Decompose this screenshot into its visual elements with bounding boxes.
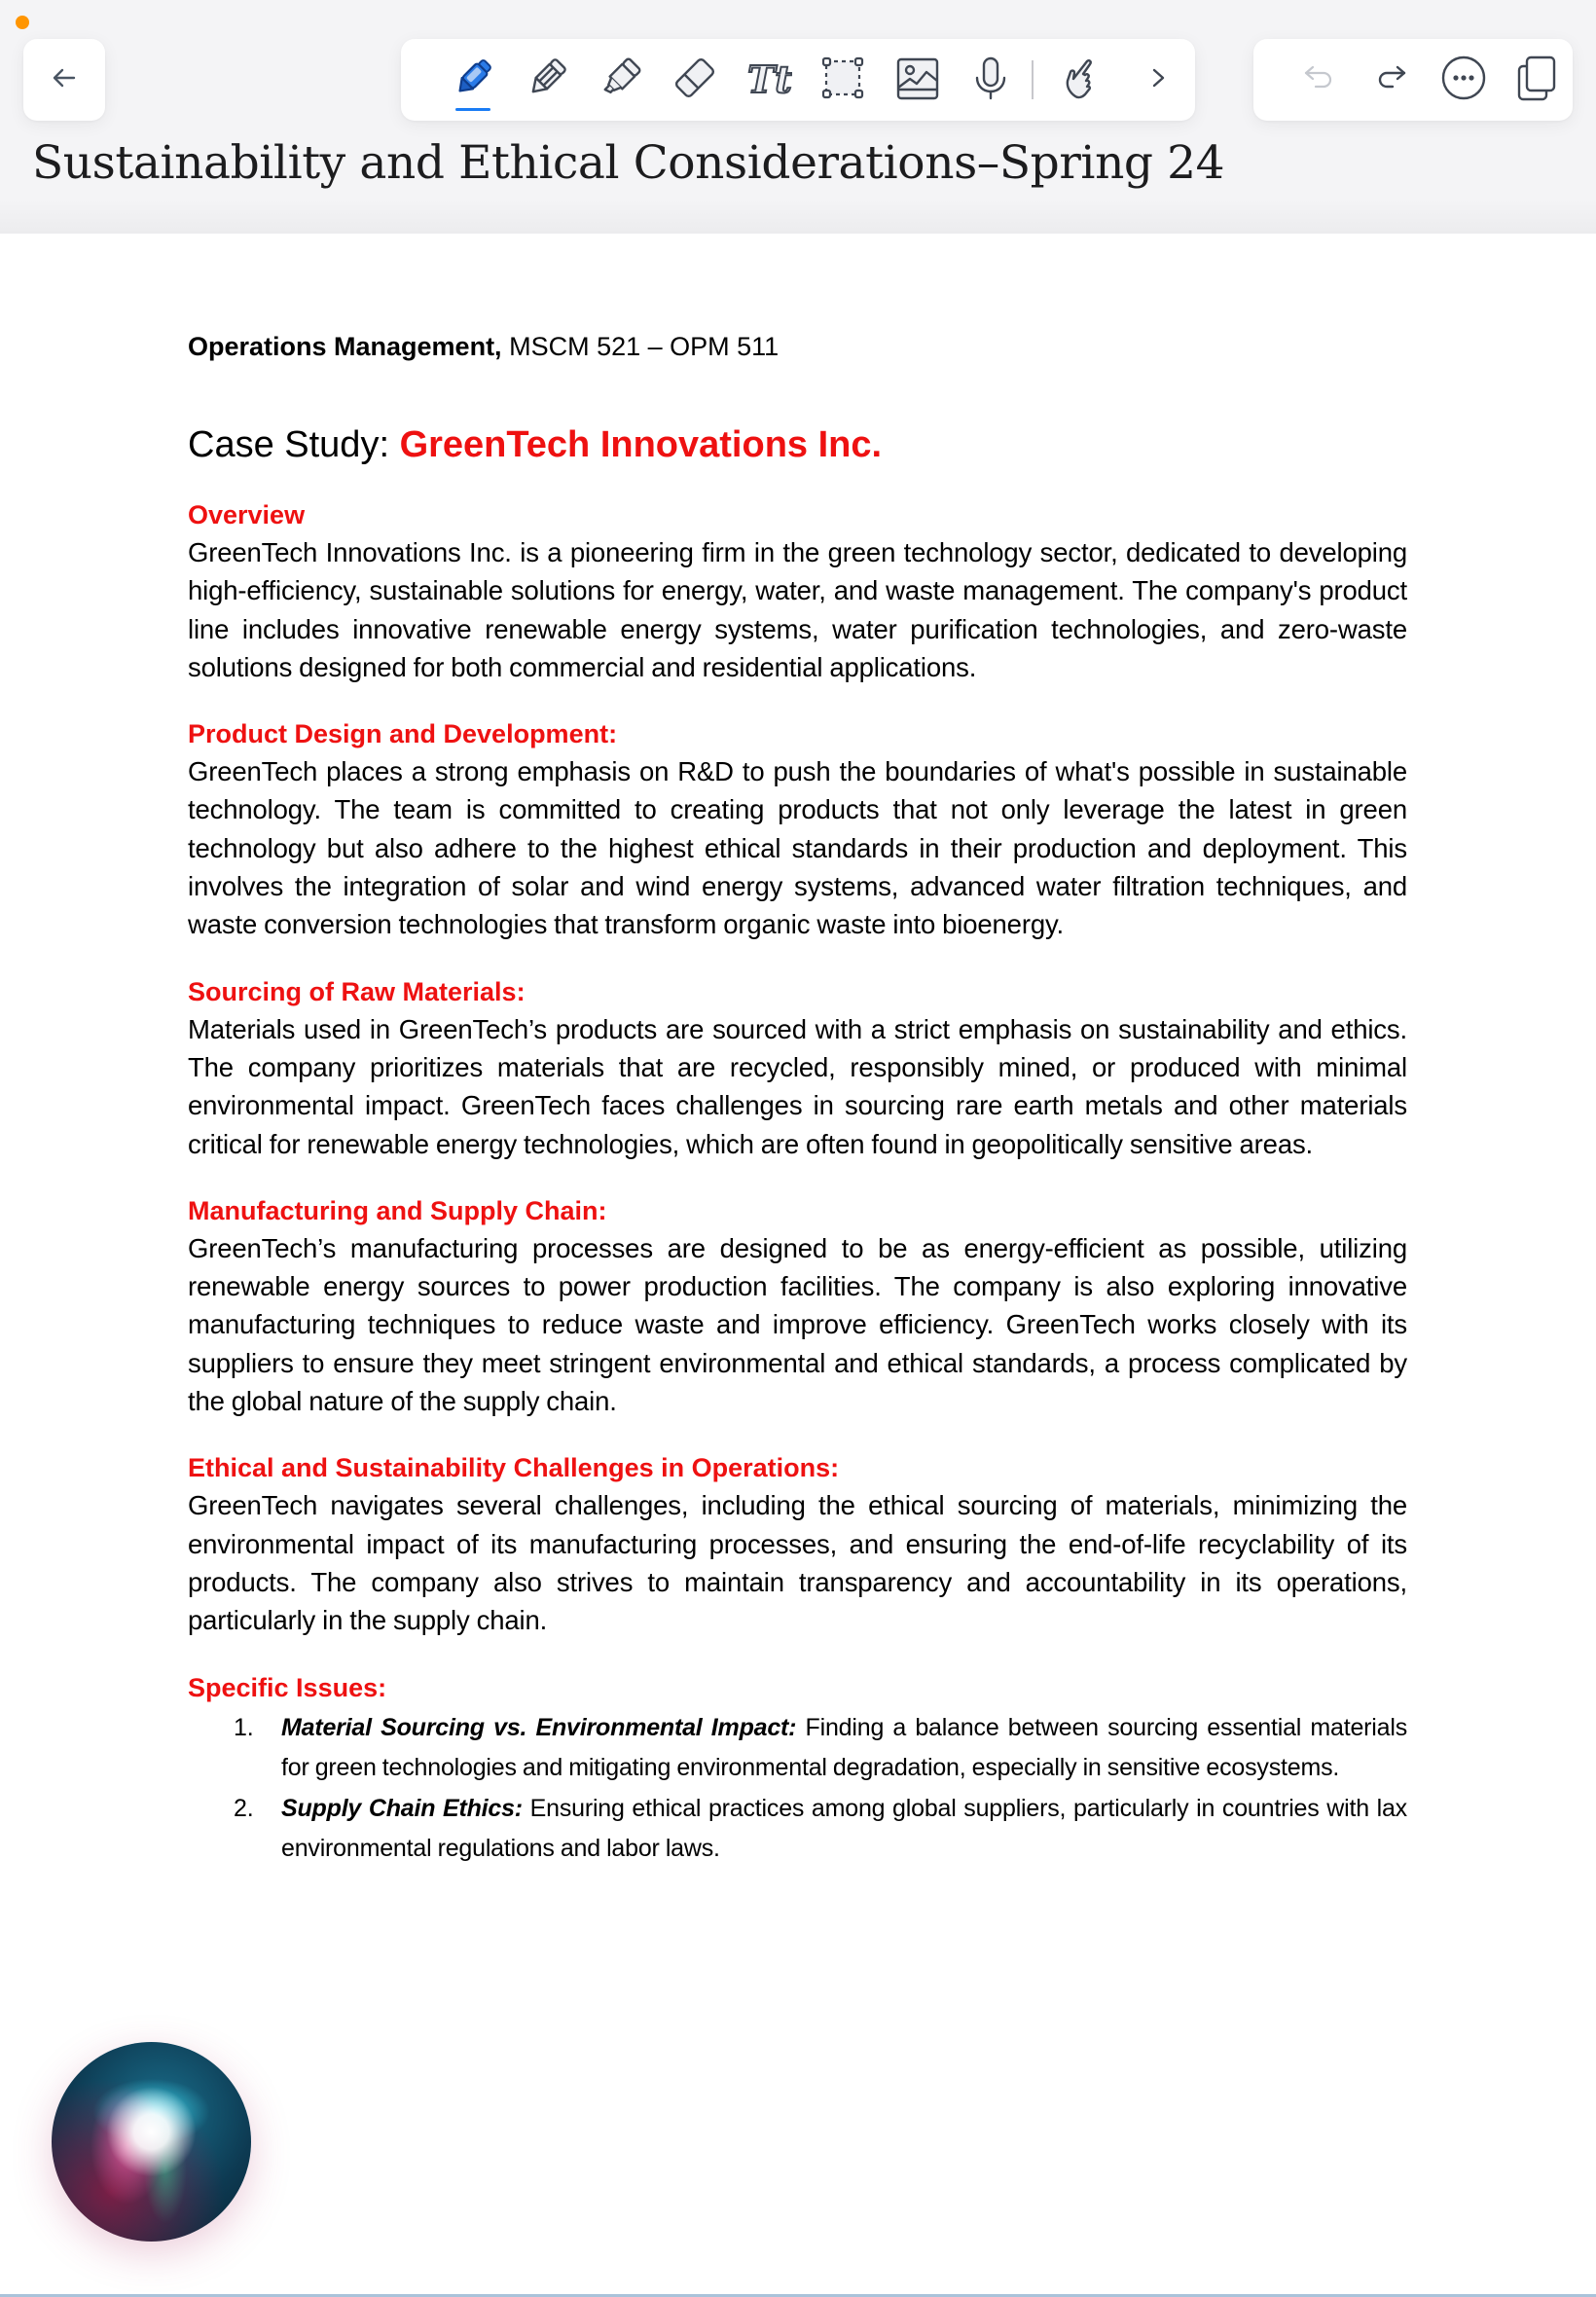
course-code: MSCM 521 – OPM 511 xyxy=(501,332,780,361)
pencil-tool[interactable] xyxy=(510,39,584,121)
section-body: GreenTech navigates several challenges, including the ethical sourcing of materials, minimizing the environmental impact of its manufacturing processes, and ensuring the end-of-life recyclability of its products. The company also strives to maintain transparency and accountability in its operations, particularly in the supply chain. xyxy=(188,1490,1407,1636)
pages-icon xyxy=(1514,55,1559,106)
image-tool[interactable] xyxy=(880,39,954,121)
section-heading: Sourcing of Raw Materials: xyxy=(188,976,526,1006)
toolbar-divider xyxy=(1032,60,1034,99)
case-study-title xyxy=(188,420,1407,469)
list-number: 1. xyxy=(234,1713,254,1741)
voice-tool[interactable] xyxy=(954,39,1028,121)
undo-button[interactable] xyxy=(1283,39,1356,121)
touch-draw-tool[interactable] xyxy=(1047,39,1121,121)
section-body: GreenTech places a strong emphasis on R&D to push the boundaries of what's possible in sustainable technology. The team is committed to creating products that not only leverage the latest in green technology but also adhere to the highest ethical standards in their production and deployment. This involves the integration of solar and wind energy systems, advanced water filtration techniques, and waste conversion technologies that transform organic waste into bioenergy. xyxy=(188,756,1407,940)
document-title: Sustainability and Ethical Considerations–Spring 24 xyxy=(32,136,1225,190)
eraser-tool[interactable] xyxy=(658,39,732,121)
list-item xyxy=(188,1789,1407,1870)
pen-tool[interactable] xyxy=(436,39,510,121)
case-study-label: Case Study: xyxy=(188,424,400,465)
section-product-design xyxy=(188,715,1407,943)
image-icon xyxy=(894,55,939,105)
section-overview xyxy=(188,496,1407,686)
section-heading: Product Design and Development: xyxy=(188,719,618,749)
siri-orb-icon[interactable] xyxy=(52,2042,251,2242)
list-item xyxy=(188,1708,1407,1789)
more-options-button[interactable] xyxy=(1428,39,1501,121)
section-sourcing xyxy=(188,973,1407,1163)
pen-icon xyxy=(451,55,495,105)
undo-icon xyxy=(1301,63,1336,97)
text-tool[interactable] xyxy=(732,39,806,121)
microphone-icon xyxy=(968,55,1013,105)
course-name: Operations Management, xyxy=(188,332,502,361)
section-heading: Ethical and Sustainability Challenges in Operations: xyxy=(188,1453,840,1483)
redo-button[interactable] xyxy=(1356,39,1429,121)
arrow-left-icon xyxy=(49,62,80,98)
issues-list xyxy=(188,1708,1407,1870)
issue-text: Finding a balance between sourcing essential materials for green technologies and mitigating environmental degradation, especially in sensitive ecosystems. xyxy=(281,1713,1408,1782)
section-body: GreenTech’s manufacturing processes are designed to be as energy-efficient as possible, utilizing renewable energy sources to power production facilities. The company is also exploring innovative manufacturing techniques to reduce waste and improve efficiency. GreenTech works closely with its suppliers to ensure they meet stringent environmental and ethical standards, a process complicated by the global nature of the supply chain. xyxy=(188,1232,1407,1417)
section-heading: Specific Issues: xyxy=(188,1672,387,1702)
document-page xyxy=(188,327,1407,1870)
pages-button[interactable] xyxy=(1501,39,1574,121)
issue-term: Supply Chain Ethics: xyxy=(281,1794,523,1822)
list-number: 2. xyxy=(234,1794,254,1822)
issue-text: Ensuring ethical practices among global suppliers, particularly in countries with lax environmental regulations and labor laws. xyxy=(281,1794,1407,1863)
drawing-tool-palette xyxy=(401,39,1195,121)
lasso-select-tool[interactable] xyxy=(806,39,880,121)
section-heading: Manufacturing and Supply Chain: xyxy=(188,1195,607,1225)
company-name: GreenTech Innovations Inc. xyxy=(399,424,883,465)
highlighter-tool[interactable] xyxy=(584,39,658,121)
redo-icon xyxy=(1374,63,1409,97)
recording-indicator-dot xyxy=(16,16,29,29)
section-ethical-challenges xyxy=(188,1449,1407,1639)
chevron-right-icon xyxy=(1143,63,1173,97)
section-manufacturing xyxy=(188,1192,1407,1420)
more-tools-button[interactable] xyxy=(1121,39,1195,121)
back-button[interactable] xyxy=(23,39,105,121)
issue-term: Material Sourcing vs. Environmental Impact: xyxy=(281,1713,797,1741)
pencil-icon xyxy=(525,55,569,105)
eraser-icon xyxy=(672,55,717,105)
section-body: Materials used in GreenTech’s products are sourced with a strict emphasis on sustainability and ethics. The company prioritizes materials that are recycled, responsibly mined, or produced with minimal environmental impact. GreenTech faces challenges in sourcing rare earth metals and other materials critical for renewable energy technologies, which are often found in geopolitically sensitive areas. xyxy=(188,1013,1407,1159)
highlighter-icon xyxy=(598,55,643,105)
more-circle-icon xyxy=(1440,55,1487,106)
svg-text:Tt: Tt xyxy=(747,56,792,100)
section-specific-issues xyxy=(188,1669,1407,1870)
selection-icon xyxy=(820,55,865,105)
section-body: GreenTech Innovations Inc. is a pioneering firm in the green technology sector, dedicated to developing high-efficiency, sustainable solutions for energy, water, and waste management. The company's product line includes innovative renewable energy systems, water purification technologies, and zero-waste solutions designed for both commercial and residential applications. xyxy=(188,537,1407,682)
course-line xyxy=(188,327,1407,366)
text-tool-icon xyxy=(745,55,792,105)
hand-pointer-icon xyxy=(1062,55,1106,105)
document-actions-palette xyxy=(1253,39,1573,121)
section-heading: Overview xyxy=(188,500,306,529)
